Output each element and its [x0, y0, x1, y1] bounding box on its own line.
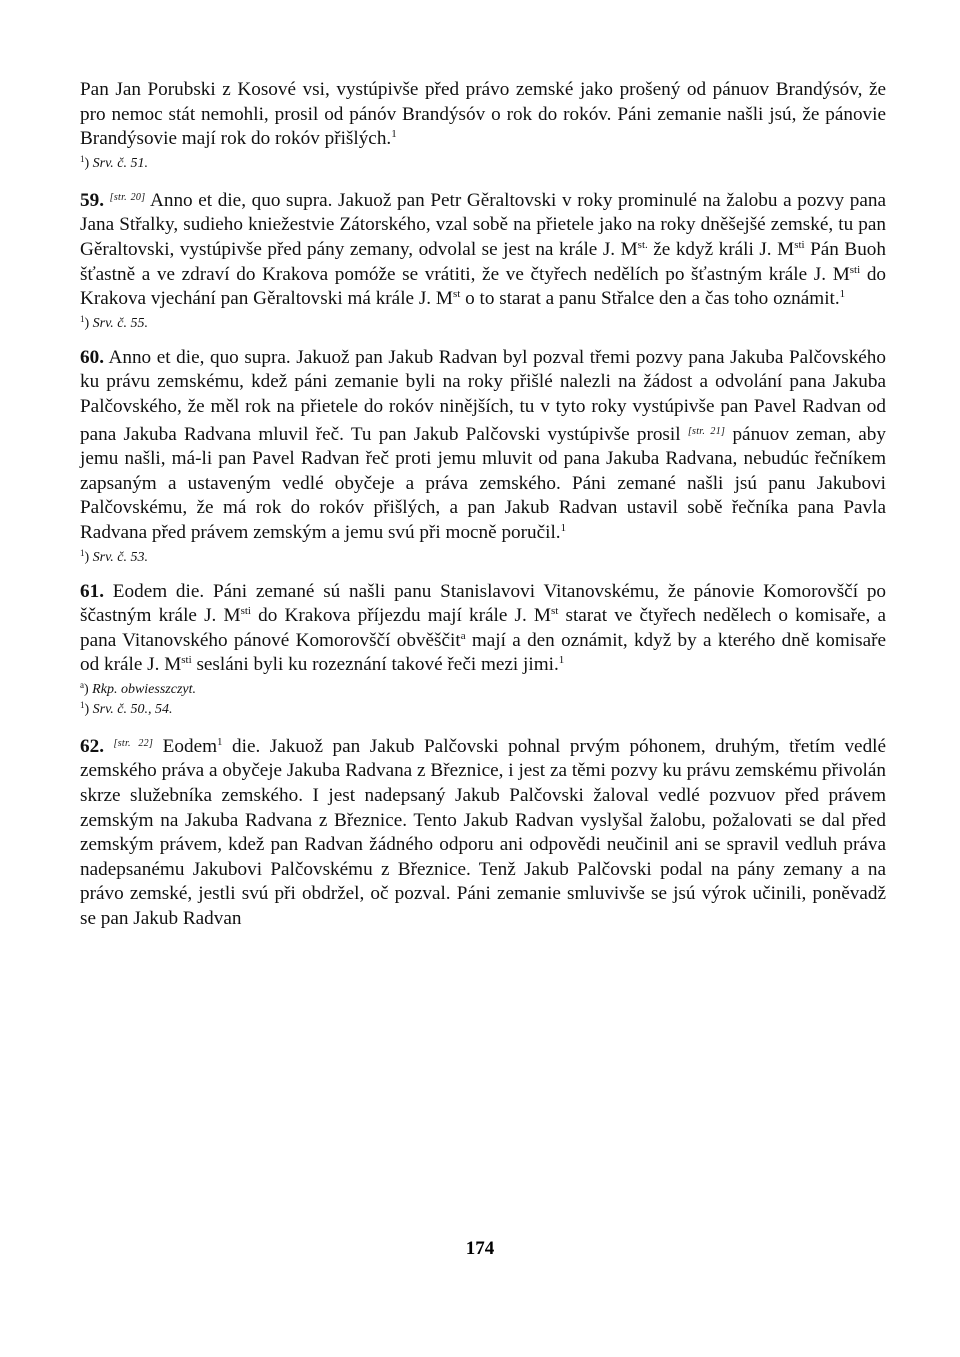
entry-62: 62. [str. 22] Eodem$^1$ die. Jakuož pan Jakub Palčovski pohnal prvým póhonem, druhým, třetím vedlé zemského práva a obyčeje Jakuba Radvana z Březnice, i jest za těmi pozvy ku právu zemskému přivolán skrze služebníka zemského. I jest nadepsaný Jakub Palčovski žaloval vedlé pozvuov před právem zemským na Jakuba Radvana z Březnice. Tento Jakub Radvan vyslyšal žalobu, požalovati se dal před zemským právem, kdež pan Radvan žádného odporu ani odpovědi neučinil ani se spravil vedluh práva nadepsanému Jakubovi Palčovskému z Březnice. Tenž Jakub Palčovski podal na pány zemany a na právo zemské, jestli svú při obdržel, oč pozval. Páni zemanie smluvivše se jsú výrok učinili, poněvadž se pan Jakub Radvan [80, 735, 887, 930]
footnote-ref: 1 [391, 128, 397, 141]
footnote: $^1$) Srv. č. 53. [80, 547, 149, 565]
opening-paragraph: Pan Jan Porubski z Kosové vsi, vystúpivše před právo zemské jako prošený od pánuov Brandýsóv, že pro nemoc stát nemohli, prosil od pánóv Brandýsóv o rok do rokóv. Páni zemanie našli jsú, že pánovie Brandýsovie mají rok do rokóv přišlých.$^1$ [80, 79, 886, 150]
margin-page-ref: [str. 20] [109, 191, 146, 203]
footnote-ref: 1 [560, 521, 567, 534]
footnote: $^a$) Rkp. obwiesszczyt. [80, 679, 196, 697]
margin-page-ref: [str. 21] [687, 425, 726, 437]
margin-page-ref: [str. 22] [113, 737, 154, 749]
entry-59: 59. [str. 20] Anno et die, quo supra. Jakuož pan Petr Gěraltovski v roky prominulé na žalobu a pozvy pana Jana Střalky, sudieho kniežestvie Zátorského, vzal sobě na přietele jako na roky dněšejšé zemské, tu pan Gěraltovski, vystúpivše před pány zemany, odvolal se jest na krále J. $M^{st.}$ že když králi J. $M^{sti}$ Pán Buoh šťastně a ve zdraví do Krakova pomóže se vrátiti, že ve čtyřech nedělích po šťastným krále J. $M^{sti}$ do Krakova vjechání pan Gěraltovski má krále J. Mst o to starat a panu Střalce den a čas toho oznámit.$^1$ [80, 189, 887, 310]
entry-number: 60. [80, 346, 104, 368]
entry-number: 61. [80, 580, 104, 602]
document-page [80, 78, 886, 932]
entry-60: 60. Anno et die, quo supra. Jakuož pan Jakub Radvan byl pozval třemi pozvy pana Jakuba Palčovského ku právu zemskému, kdež páni zemanie byli na roky přišlé nalezli na žádost a odvolání pana Jakuba Palčovského, že měl rok na přietele do rokóv ninějších, tu v tyto roky vystúpivše pan Pavel Radvan od pana Jakuba Radvana mluvil řeč. Tu pan Jakub Palčovski vystúpivše prosil [str. 21] pánuov zeman, aby jemu našli, má-li pan Pavel Radvan řeč proti jemu mluvit od pana Jakuba Radvana, nebudúc řečníkem zapsaným a ustaveným vedlé obyčeje a práva zemského. Páni zemané našli jsú panu Jakubovi Palčovskému, že má rok do rokóv přišlých, a pan Jakub Radvan ustavil sobě řečníka pana Pavla Radvana před právem zemským a jemu svú při mocně poručil.$^1$ [80, 346, 886, 543]
footnote: $^1$) Srv. č. 51. [80, 153, 149, 171]
footnote: $^1$) Srv. č. 55. [80, 313, 149, 331]
footnote-ref: 1 [839, 288, 846, 301]
footnote-ref: 1 [558, 654, 565, 667]
page-number: 174 [465, 1238, 495, 1259]
entry-number: 62. [80, 735, 104, 757]
entry-number: 59. [80, 189, 104, 211]
footnote: $^1$) Srv. č. 50., 54. [80, 699, 173, 717]
entry-61: 61. Eodem die. Páni zemané sú našli panu Stanislavovi Vitanovskému, že pánovie Komorovščí po ščastným krále J. $M^{sti}$ do Krakova příjezdu mají krále J. Mst starat ve čtyřech nedělech o komisaře, a pana Vitanovského pánové Komorovščí obvěščit$^a$ mají a den oznámit, když by a kterého dně komisaře od krále J. $M^{sti}$ sesláni byli ku rozeznání takové řeči mezi jimi.$^1$ [80, 580, 887, 676]
